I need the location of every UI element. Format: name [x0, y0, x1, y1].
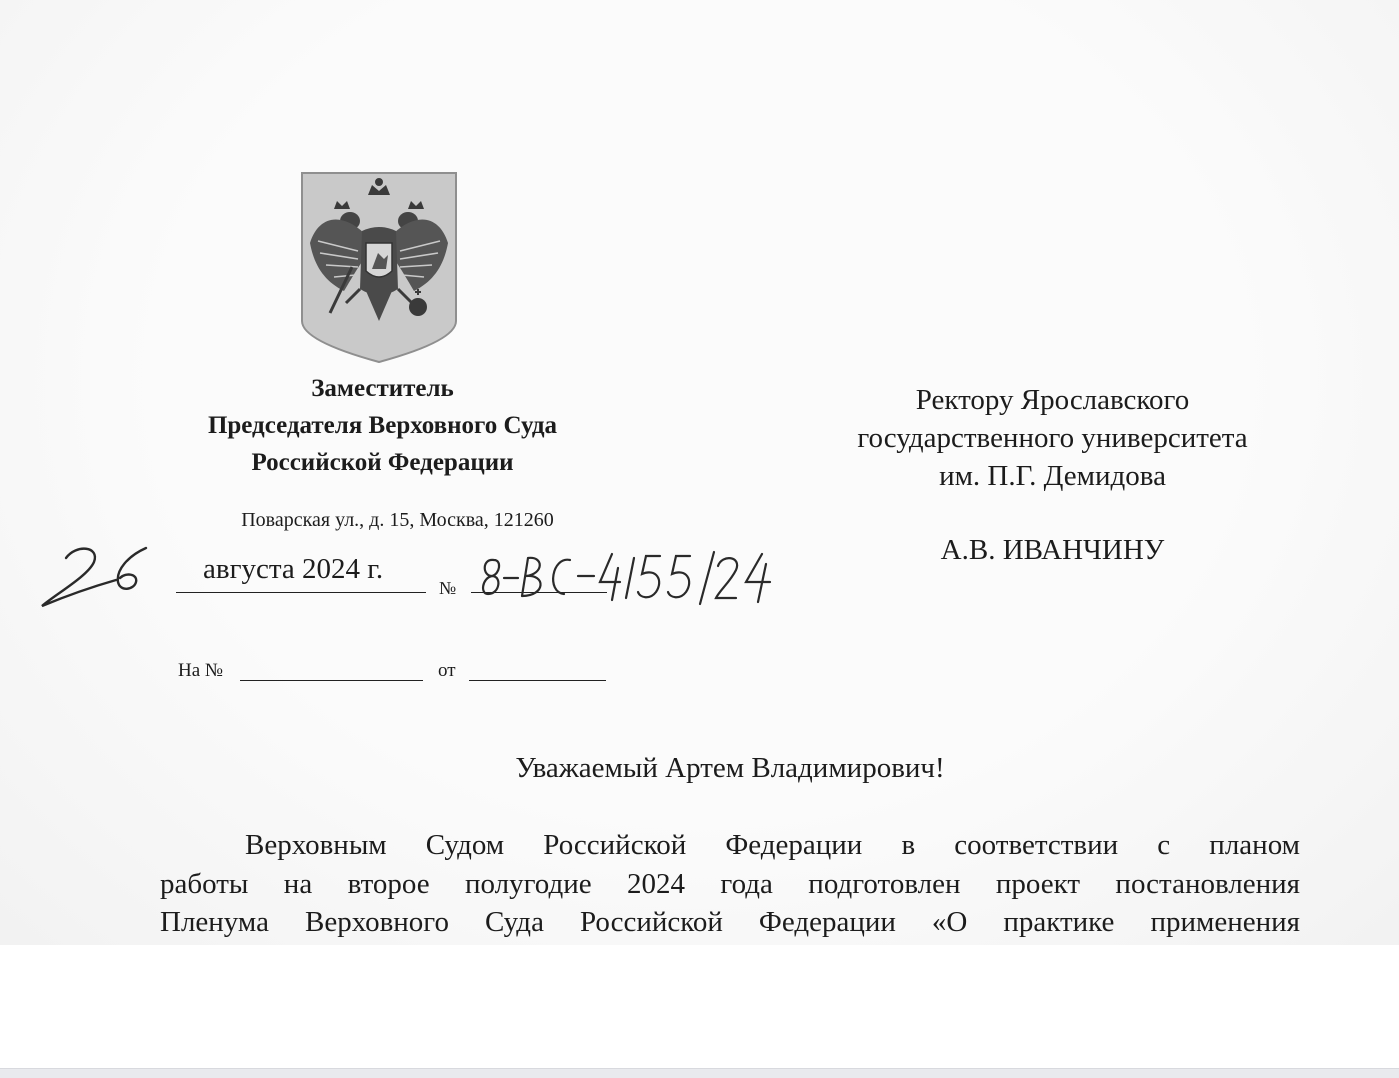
date-printed: августа 2024 г.: [203, 553, 384, 585]
body-line-3: Пленума Верховного Суда Российской Федерации «О практике применения: [160, 906, 1300, 938]
page-bottom-margin: [0, 945, 1399, 1068]
recipient-name: А.В. ИВАНЧИНУ: [940, 534, 1165, 566]
body-line-1: Верховным Судом Российской Федерации в соответствии с планом: [245, 829, 1300, 861]
handwritten-number: [478, 548, 778, 608]
double-headed-eagle-coat-of-arms-icon: [300, 171, 458, 364]
reply-number-underline: [240, 680, 423, 681]
greeting: Уважаемый Артем Владимирович!: [515, 752, 945, 784]
handwritten-day: [36, 540, 156, 612]
sender-title-line-3: Российской Федерации: [251, 449, 514, 476]
sender-title-line-2: Председателя Верховного Суда: [207, 412, 558, 439]
recipient-line-1: Ректору Ярославского: [915, 384, 1190, 416]
number-symbol: №: [439, 578, 457, 598]
date-underline: [176, 592, 426, 593]
sender-title-line-1: Заместитель: [311, 375, 454, 402]
body-line-2: работы на второе полугодие 2024 года подготовлен проект постановления: [160, 868, 1300, 900]
recipient-line-3: им. П.Г. Демидова: [939, 460, 1166, 492]
sender-address: Поварская ул., д. 15, Москва, 121260: [241, 509, 554, 531]
reply-number-label: На №: [178, 660, 224, 681]
reply-date-underline: [469, 680, 606, 681]
page-bottom-edge: [0, 1068, 1399, 1078]
recipient-line-2: государственного университета: [857, 422, 1248, 454]
reply-date-label: от: [438, 660, 456, 681]
